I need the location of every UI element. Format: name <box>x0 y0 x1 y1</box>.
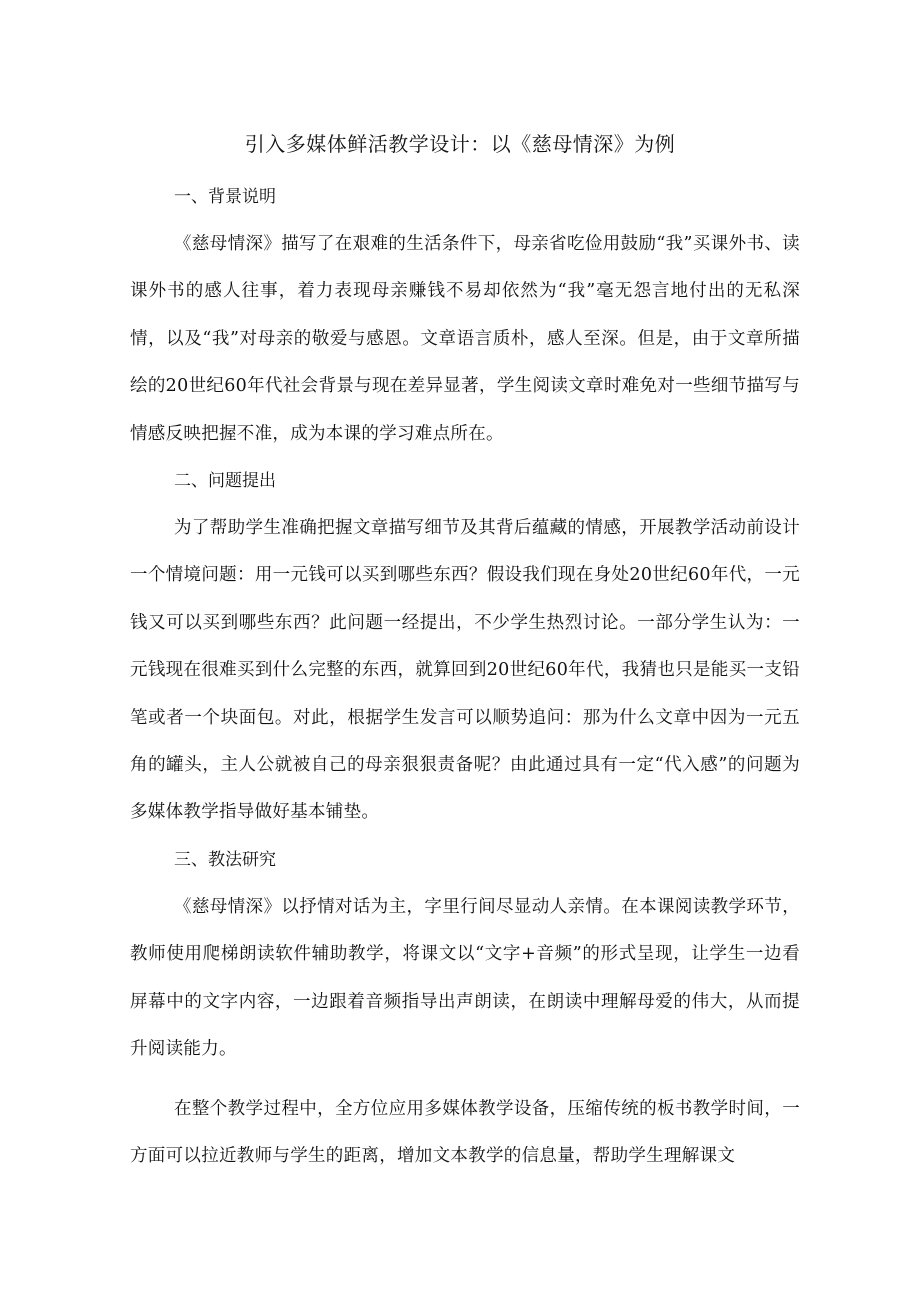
section-method <box>130 837 800 1180</box>
paragraph: 在整个教学过程中，全方位应用多媒体教学设备，压缩传统的板书教学时间，一方面可以拉近教师与学生的距离，增加文本教学的信息量，帮助学生理解课文 <box>130 1098 800 1166</box>
document-body <box>130 174 800 1180</box>
paragraph: 《慈母情深》描写了在艰难的生活条件下，母亲省吃俭用鼓励“我”买课外书、读课外书的感人往事，着力表现母亲赚钱不易却依然为“我”毫无怨言地付出的无私深情，以及“我”对母亲的敬爱与感恩。文章语言质朴，感人至深。但是，由于文章所描绘的20世纪60年代社会背景与现在差异显著，学生阅读文章时难免对一些细节描写与情感反映把握不准，成为本课的学习难点所在。 <box>130 234 800 444</box>
paragraph: 为了帮助学生准确把握文章描写细节及其背后蕴藏的情感，开展教学活动前设计一个情境问题：用一元钱可以买到哪些东西？假设我们现在身处20世纪60年代，一元钱又可以买到哪些东西？此问题一经提出，不少学生热烈讨论。一部分学生认为：一元钱现在很难买到什么完整的东西，就算回到20世纪60年代，我猜也只是能买一支铅笔或者一个块面包。对此，根据学生发言可以顺势追问：那为什么文章中因为一元五角的罐头，主人公就被自己的母亲狠狠责备呢？由此通过具有一定“代入感”的问题为多媒体教学指导做好基本铺垫。 <box>130 518 800 823</box>
section-heading: 一、背景说明 <box>174 187 276 207</box>
document-title: 引入多媒体鲜活教学设计：以《慈母情深》为例 <box>244 132 676 156</box>
section-heading: 三、教法研究 <box>174 849 276 870</box>
section-problem <box>130 458 800 837</box>
paragraph: 《慈母情深》以抒情对话为主，字里行间尽显动人亲情。在本课阅读教学环节，教师使用爬梯朗读软件辅助教学，将课文以“文字+音频”的形式呈现，让学生一边看屏幕中的文字内容，一边跟着音频指导出声朗读，在朗读中理解母爱的伟大，从而提升阅读能力。 <box>130 896 800 1060</box>
section-heading: 二、问题提出 <box>174 471 276 492</box>
section-background <box>130 174 800 458</box>
